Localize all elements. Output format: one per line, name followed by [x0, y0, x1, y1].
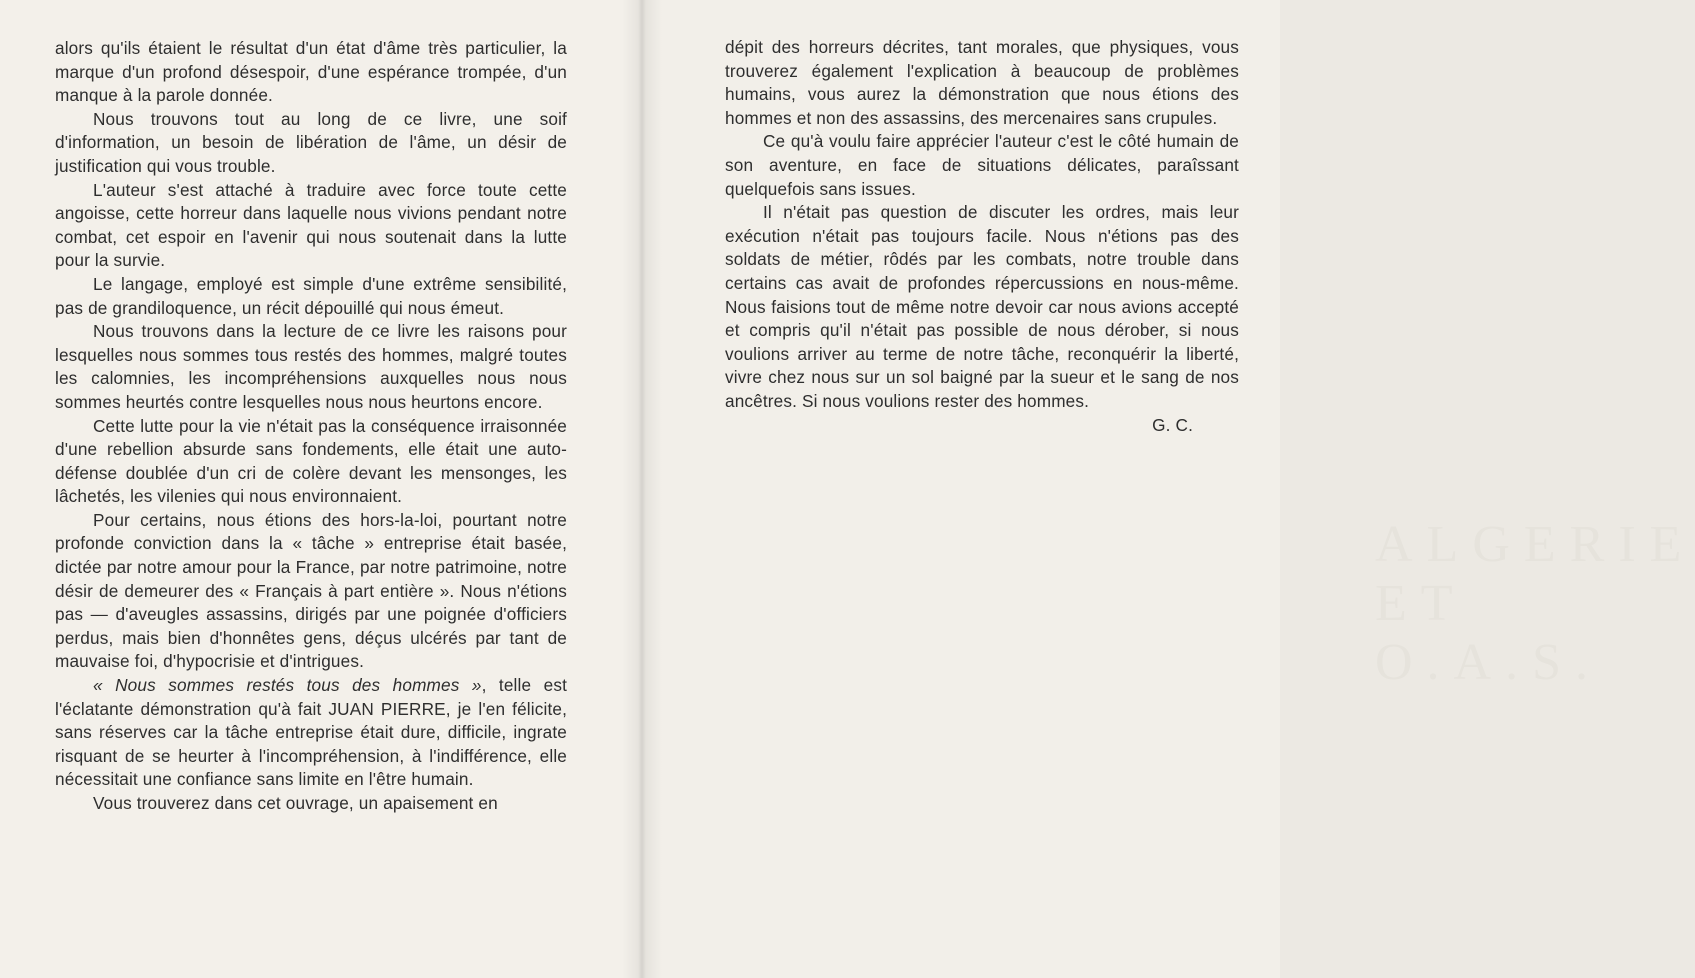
bleed-through-ghost: ALGERIE ET O.A.S. — [1375, 516, 1695, 691]
paragraph: L'auteur s'est attaché à traduire avec force toute cette angoisse, cette horreur dans laquelle nous vivions pendant notre combat, cet espoir en l'avenir qui nous soutenait dans la lutte pour la survie. — [55, 179, 567, 271]
quote-paragraph — [55, 674, 567, 792]
paragraph: Le langage, employé est simple d'une extrême sensibilité, pas de grandiloquence, un récit dépouillé qui nous émeut. — [55, 273, 567, 318]
paragraph: Cette lutte pour la vie n'était pas la conséquence irraisonnée d'une rebellion absurde sans fondements, elle était une auto-défense doublée d'un cri de colère devant les mensonges, les lâchetés, les vilenies qui nous environnaient. — [55, 415, 567, 507]
paragraph: Il n'était pas question de discuter les ordres, mais leur exécution n'était pas toujours facile. Nous n'étions pas des soldats de métier, rôdés par les combats, notre trouble dans certains cas avait de profondes répercussions en nous-même. Nous faisions tout de même notre devoir car nous avions accepté et compris qu'il n'était pas possible de nous dérober, si nous voulions arriver au terme de notre tâche, reconquérir la liberté, vivre chez nous sur un sol baigné par la sueur et le sang de nos ancêtres. Si nous voulions rester des hommes. — [725, 202, 1239, 411]
paragraph: alors qu'ils étaient le résultat d'un état d'âme très particulier, la marque d'un profond désespoir, d'une espérance trompée, d'un manque à la parole donnée. — [55, 38, 567, 106]
right-page-text — [725, 36, 1239, 437]
paragraph: Ce qu'à voulu faire apprécier l'auteur c'est le côté humain de son aventure, en face de situations délicates, paraîssant quelquefois sans issues. — [725, 131, 1239, 199]
left-page — [0, 0, 640, 978]
paragraph: dépit des horreurs décrites, tant morales, que physiques, vous trouverez également l'explication à beaucoup de problèmes humains, vous aurez la démonstration que nous étions des hommes et non des assassins, des mercenaires sans crupules. — [725, 37, 1239, 128]
paragraph: Vous trouverez dans cet ouvrage, un apaisement en — [93, 793, 498, 813]
paragraph: Nous trouvons tout au long de ce livre, une soif d'information, un besoin de libération de l'âme, un désir de justification qui vous trouble. — [55, 108, 567, 176]
quote-rest: , telle est l'éclatante démonstration qu'à fait JUAN PIERRE, je l'en félicite, sans réserves car la tâche entreprise était dure, difficile, ingrate risquant de se heurter à l'incompréhension, à l'indifférence, elle nécessitait une confiance sans limite en l'être humain. — [55, 675, 567, 790]
book-gutter — [622, 0, 662, 978]
paragraph: Pour certains, nous étions des hors-la-loi, pourtant notre profonde conviction dans la « tâche » entreprise était basée, dictée par notre amour pour la France, par notre patrimoine, notre désir de demeurer des « Français à part entière ». Nous n'étions pas — d'aveugles assassins, dirigés par une poignée d'officiers perdus, mais bien d'honnêtes gens, déçus ulcérés par tant de mauvaise foi, d'hypocrisie et d'intrigues. — [55, 509, 567, 672]
quote-text: « Nous sommes restés tous des hommes » — [93, 675, 482, 696]
signature: G. C. — [1152, 414, 1193, 435]
left-page-text — [55, 37, 567, 816]
right-page — [640, 0, 1695, 978]
paragraph: Nous trouvons dans la lecture de ce livre les raisons pour lesquelles nous sommes tous restés des hommes, malgré toutes les calomnies, les incompréhensions auxquelles nous nous sommes heurtés contre lesquelles nous nous heurtons encore. — [55, 321, 567, 412]
